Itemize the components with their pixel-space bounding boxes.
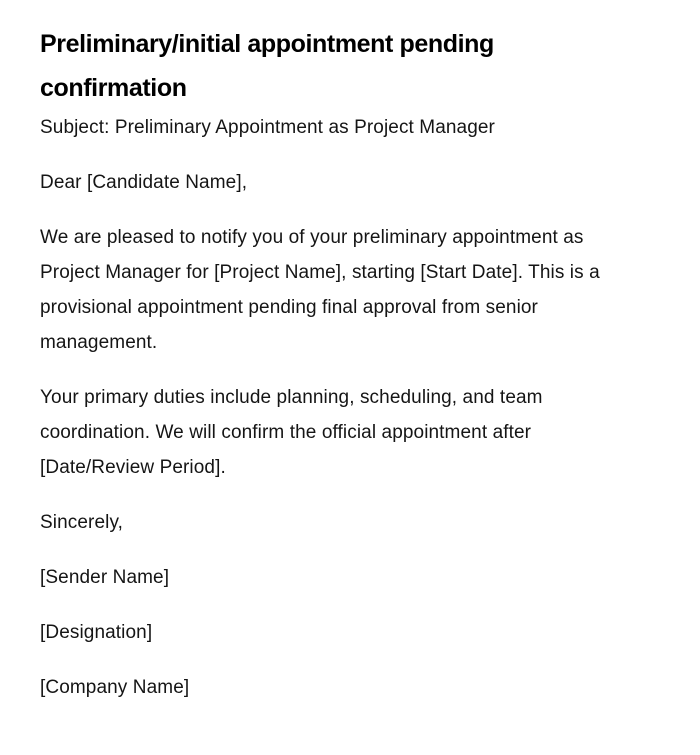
company-name: [Company Name] [40, 677, 190, 698]
document-title: Preliminary/initial appointment pending confirmation [40, 30, 494, 102]
closing: Sincerely, [40, 512, 124, 533]
sender-name: [Sender Name] [40, 567, 170, 588]
subject-line: Subject: Preliminary Appointment as Project Manager [40, 117, 495, 138]
greeting: Dear [Candidate Name], [40, 172, 248, 193]
body-paragraph-duties: Your primary duties include planning, scheduling, and team coordination. We will confirm the official appointment after [Date/Review Period]. [40, 387, 543, 478]
body-paragraph-appointment: We are pleased to notify you of your preliminary appointment as Project Manager for [Project Name], starting [Start Date]. This is a provisional appointment pending final approval from senior management. [40, 227, 600, 353]
sender-designation: [Designation] [40, 622, 153, 643]
